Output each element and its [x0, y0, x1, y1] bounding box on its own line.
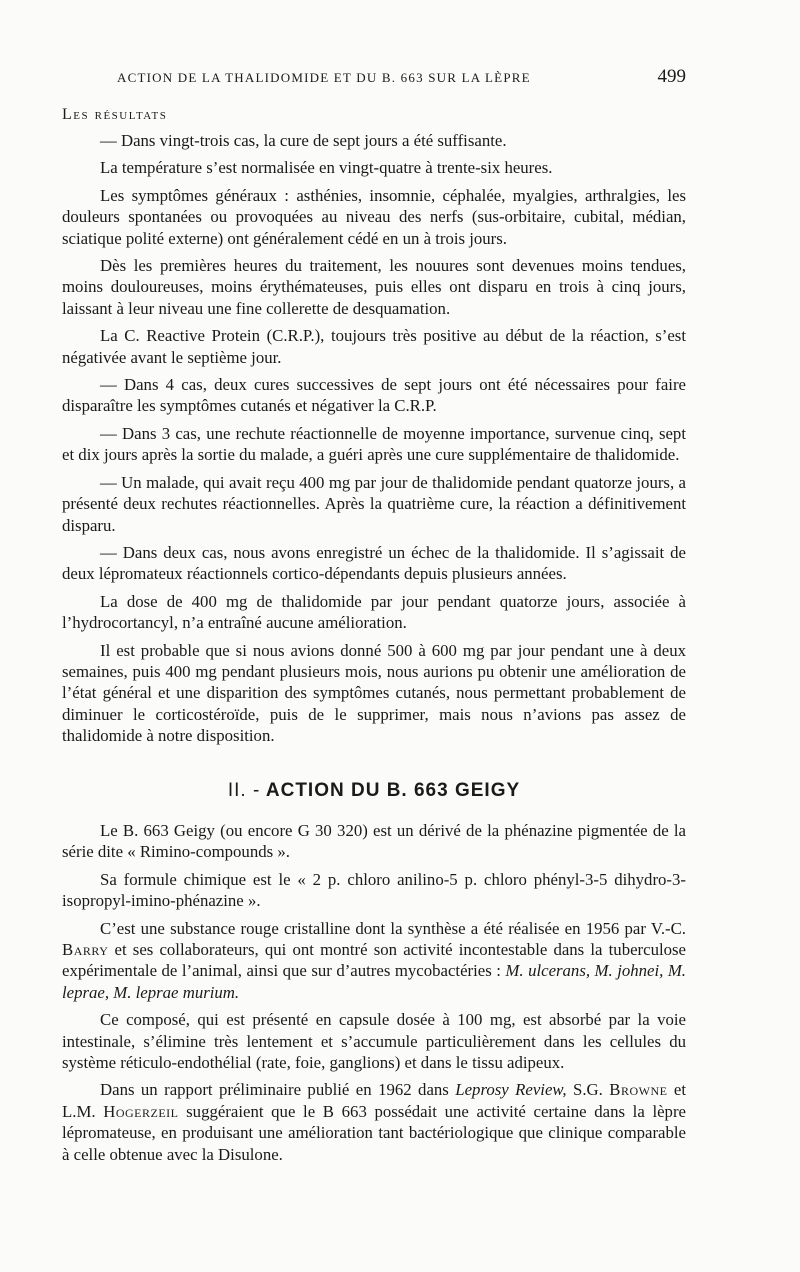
b663-text	[62, 820, 686, 1171]
paragraph: Sa formule chimique est le « 2 p. chloro anilino-5 p. chloro phényl-3-5 dihydro-3-isopropyl-imino-phénazine ».	[62, 869, 686, 911]
text-run: S.G.	[572, 1080, 603, 1100]
page-header	[62, 66, 686, 94]
paragraph	[62, 1079, 686, 1165]
paragraph: — Dans deux cas, nous avons enregistré un échec de la thalidomide. Il s’agissait de deux lépromateux réactionnels cortico-dépendants depuis plusieurs années.	[62, 542, 686, 584]
text-run: Dans un rapport préliminaire publié en 1962 dans	[100, 1080, 449, 1100]
paragraph: La dose de 400 mg de thalidomide par jour pendant quatorze jours, associée à l’hydrocortancyl, n’a entraîné aucune amélioration.	[62, 591, 686, 633]
results-text	[62, 130, 686, 753]
page-number: 499	[657, 66, 686, 87]
paragraph: Ce composé, qui est présenté en capsule dosée à 100 mg, est absorbé par la voie intestinale, s’élimine très lentement et s’accumule particulièrement dans les cellules du système réticulo-endothélial (rate, foie, ganglions) et dans le tissu adipeux.	[62, 1010, 686, 1073]
running-head: ACTION DE LA THALIDOMIDE ET DU B. 663 SUR LA LÈPRE	[117, 70, 531, 85]
species-list: M. ulcerans, M. johnei, M. leprae, M. leprae murium.	[62, 961, 686, 1002]
section-title: ACTION DU B. 663 GEIGY	[265, 780, 521, 801]
paragraph: Les symptômes généraux : asthénies, insomnie, céphalée, myalgies, arthralgies, les douleurs spontanées ou provoquées au niveau des nerfs (sus-orbitaire, cubital, médian, sciatique polité externe) ont généralement cédé en un à trois jours.	[62, 185, 686, 248]
section-heading-b663	[62, 780, 686, 802]
paragraph: — Dans 3 cas, une rechute réactionnelle de moyenne importance, survenue cinq, sept et dix jours après la sortie du malade, a guéri après une cure supplémentaire de thalidomide.	[62, 423, 686, 465]
paragraph: La température s’est normalisée en vingt-quatre à trente-six heures.	[100, 158, 553, 178]
author-name: Browne	[609, 1080, 668, 1100]
text-run: suggéraient que le B 663 possédait une activité certaine dans la lèpre lépromateuse, en produisant une amélioration tant bactériologique que clinique comparable à celle obtenue avec la Disulone.	[62, 1101, 686, 1164]
paragraph: — Dans vingt-trois cas, la cure de sept jours a été suffisante.	[100, 131, 507, 150]
section-number: II. -	[227, 780, 261, 801]
journal-title: Leprosy Review,	[455, 1080, 567, 1100]
section-label-results: Les résultats	[62, 106, 168, 123]
paragraph: Dès les premières heures du traitement, les nouures sont devenues moins tendues, moins douloureuses, moins érythémateuses, puis elles ont disparu en trois à cinq jours, laissant à leur niveau une fine collerette de desquamation.	[62, 256, 686, 318]
paragraph: Il est probable que si nous avions donné 500 à 600 mg par jour pendant une à deux semaines, puis 400 mg pendant plusieurs mois, nous aurions pu obtenir une amélioration de l’état général et une disparition des symptômes cutanés, nous permettant probablement de diminuer le corticostéroïde, puis de le supprimer, mais nous n’avions pas assez de thalidomide à notre disposition.	[62, 640, 686, 746]
paragraph: — Dans 4 cas, deux cures successives de sept jours ont été nécessaires pour faire disparaître les symptômes cutanés et négativer la C.R.P.	[62, 375, 686, 416]
paragraph	[62, 918, 686, 1004]
paragraph: La C. Reactive Protein (C.R.P.), toujours très positive au début de la réaction, s’est négativée avant le septième jour.	[62, 326, 686, 367]
paragraph: Le B. 663 Geigy (ou encore G 30 320) est un dérivé de la phénazine pigmentée de la série dite « Rimino-compounds ».	[62, 821, 686, 862]
text-run: et ses collaborateurs, qui ont montré son activité incontestable dans la tuberculose expérimentale de l’animal, ainsi que sur d’autres mycobactéries :	[62, 940, 686, 981]
author-name: Hogerzeil	[103, 1101, 179, 1121]
paragraph: — Un malade, qui avait reçu 400 mg par jour de thalidomide pendant quatorze jours, a présenté deux rechutes réactionnelles. Après la quatrième cure, la réaction a définitivement disparu.	[62, 472, 686, 535]
text-run: C’est une substance rouge cristalline dont la synthèse a été réalisée en 1956 par V.-C.	[100, 918, 686, 938]
author-name: Barry	[62, 940, 109, 960]
text-run: et L.M.	[62, 1080, 687, 1121]
